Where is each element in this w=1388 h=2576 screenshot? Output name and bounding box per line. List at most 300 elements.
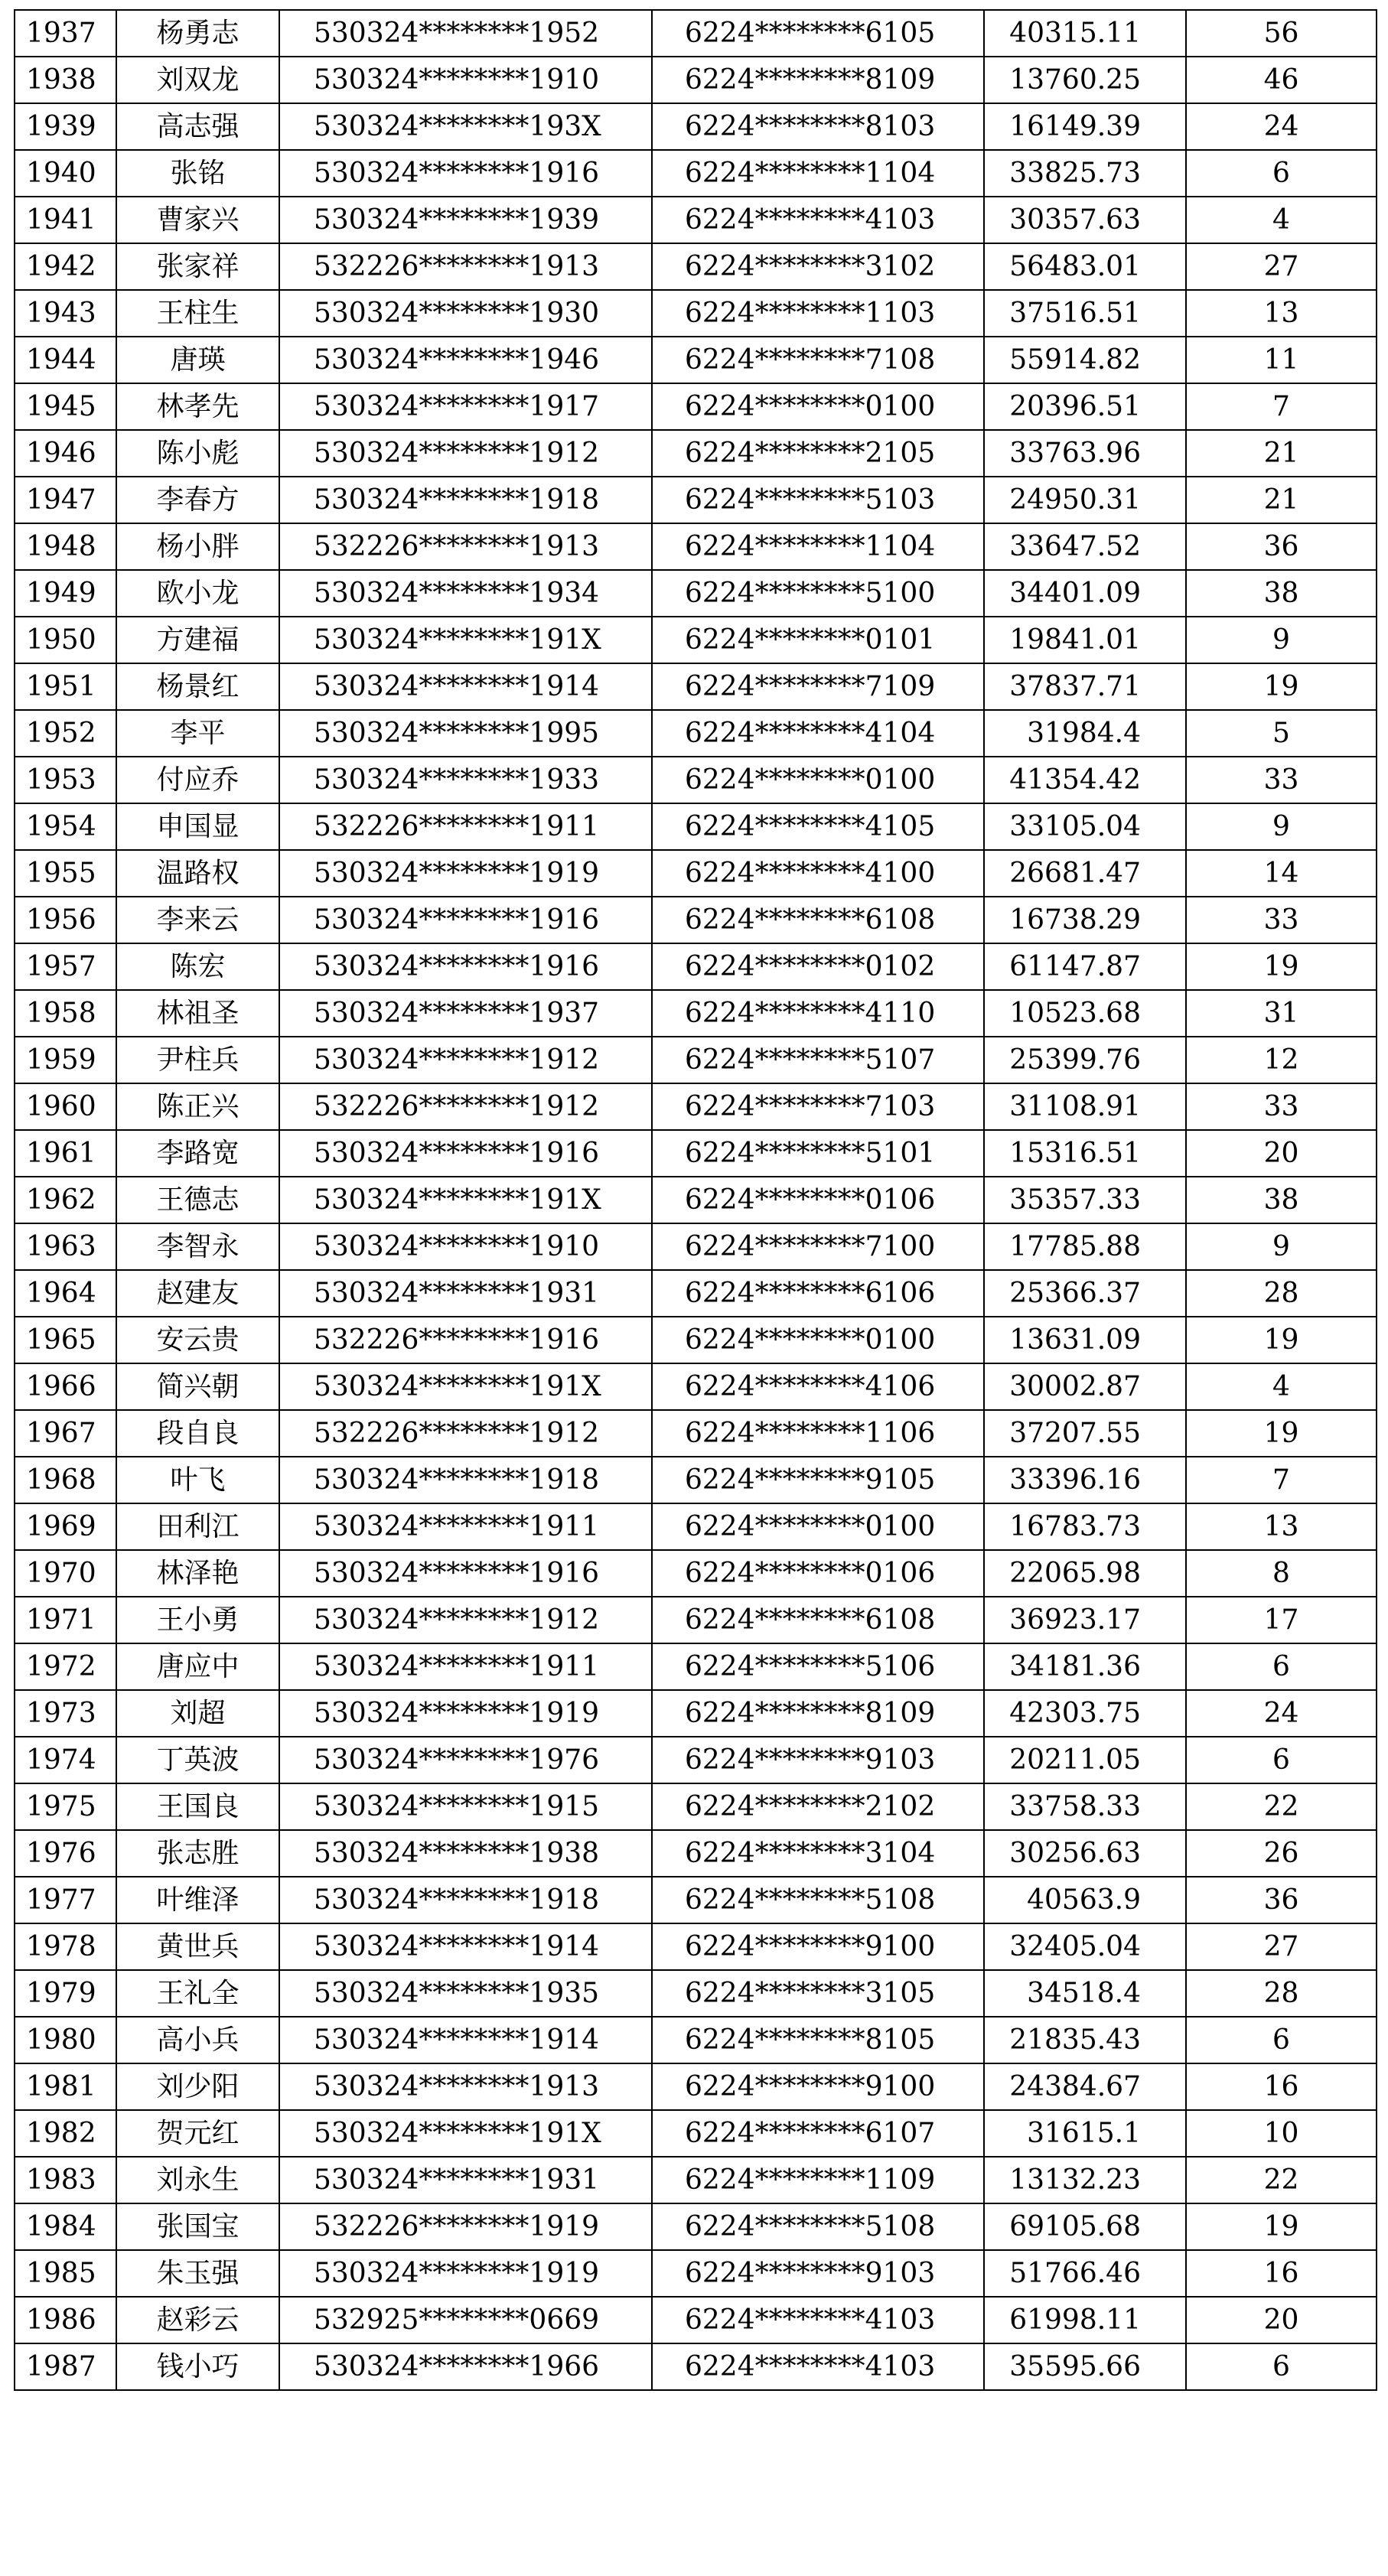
cell-amount: 33396.16 xyxy=(984,1457,1186,1503)
table-row xyxy=(15,1737,1377,1783)
cell-card: 6224********8109 xyxy=(652,1690,984,1737)
table-row xyxy=(15,2203,1377,2250)
cell-name: 陈小彪 xyxy=(116,430,279,477)
table-row xyxy=(15,2157,1377,2203)
cell-amount: 20396.51 xyxy=(984,383,1186,430)
cell-amount: 32405.04 xyxy=(984,1923,1186,1970)
cell-count: 24 xyxy=(1186,1690,1377,1737)
table-row xyxy=(15,1550,1377,1597)
table-row xyxy=(15,757,1377,803)
cell-card: 6224********0101 xyxy=(652,617,984,663)
cell-card: 6224********2105 xyxy=(652,430,984,477)
cell-name: 欧小龙 xyxy=(116,570,279,617)
table-row xyxy=(15,663,1377,710)
cell-count: 21 xyxy=(1186,477,1377,523)
cell-seq: 1958 xyxy=(15,990,116,1037)
cell-id: 530324********1930 xyxy=(279,290,652,337)
cell-id: 530324********1966 xyxy=(279,2343,652,2390)
cell-name: 陈正兴 xyxy=(116,1083,279,1130)
cell-card: 6224********5108 xyxy=(652,1877,984,1923)
cell-id: 530324********193X xyxy=(279,103,652,150)
cell-card: 6224********5100 xyxy=(652,570,984,617)
cell-id: 530324********1916 xyxy=(279,1130,652,1177)
cell-card: 6224********0106 xyxy=(652,1177,984,1223)
table-row xyxy=(15,1410,1377,1457)
cell-id: 532226********1912 xyxy=(279,1410,652,1457)
cell-count: 31 xyxy=(1186,990,1377,1037)
cell-name: 尹柱兵 xyxy=(116,1037,279,1083)
cell-card: 6224********7109 xyxy=(652,663,984,710)
cell-id: 530324********1931 xyxy=(279,1270,652,1317)
cell-id: 530324********1914 xyxy=(279,2017,652,2063)
cell-seq: 1967 xyxy=(15,1410,116,1457)
cell-count: 14 xyxy=(1186,850,1377,897)
cell-amount: 17785.88 xyxy=(984,1223,1186,1270)
table-row xyxy=(15,943,1377,990)
cell-card: 6224********1106 xyxy=(652,1410,984,1457)
cell-count: 13 xyxy=(1186,1503,1377,1550)
cell-amount: 34518.4 xyxy=(984,1970,1186,2017)
cell-id: 530324********191X xyxy=(279,2110,652,2157)
cell-name: 林泽艳 xyxy=(116,1550,279,1597)
cell-count: 9 xyxy=(1186,803,1377,850)
cell-card: 6224********4100 xyxy=(652,850,984,897)
cell-seq: 1953 xyxy=(15,757,116,803)
table-row xyxy=(15,803,1377,850)
cell-id: 530324********1912 xyxy=(279,1037,652,1083)
cell-count: 19 xyxy=(1186,943,1377,990)
cell-id: 530324********1918 xyxy=(279,1457,652,1503)
cell-seq: 1956 xyxy=(15,897,116,943)
table-row xyxy=(15,570,1377,617)
cell-name: 王小勇 xyxy=(116,1597,279,1643)
cell-amount: 55914.82 xyxy=(984,337,1186,383)
table-row xyxy=(15,1177,1377,1223)
cell-name: 陈宏 xyxy=(116,943,279,990)
cell-count: 13 xyxy=(1186,290,1377,337)
table-row xyxy=(15,1270,1377,1317)
cell-count: 16 xyxy=(1186,2063,1377,2110)
cell-id: 530324********1913 xyxy=(279,2063,652,2110)
table-row xyxy=(15,103,1377,150)
cell-seq: 1945 xyxy=(15,383,116,430)
cell-card: 6224********0100 xyxy=(652,1317,984,1363)
cell-card: 6224********6107 xyxy=(652,2110,984,2157)
cell-amount: 19841.01 xyxy=(984,617,1186,663)
cell-id: 530324********191X xyxy=(279,1177,652,1223)
cell-amount: 31108.91 xyxy=(984,1083,1186,1130)
cell-name: 刘少阳 xyxy=(116,2063,279,2110)
cell-id: 530324********1916 xyxy=(279,150,652,197)
cell-card: 6224********9100 xyxy=(652,2063,984,2110)
cell-name: 刘超 xyxy=(116,1690,279,1737)
table-row xyxy=(15,1877,1377,1923)
cell-id: 530324********1931 xyxy=(279,2157,652,2203)
cell-name: 丁英波 xyxy=(116,1737,279,1783)
cell-card: 6224********4104 xyxy=(652,710,984,757)
cell-card: 6224********3104 xyxy=(652,1830,984,1877)
cell-name: 钱小巧 xyxy=(116,2343,279,2390)
cell-name: 田利江 xyxy=(116,1503,279,1550)
cell-name: 李平 xyxy=(116,710,279,757)
cell-count: 11 xyxy=(1186,337,1377,383)
cell-seq: 1948 xyxy=(15,523,116,570)
table-row xyxy=(15,710,1377,757)
table-row xyxy=(15,383,1377,430)
cell-seq: 1987 xyxy=(15,2343,116,2390)
cell-amount: 69105.68 xyxy=(984,2203,1186,2250)
cell-name: 刘永生 xyxy=(116,2157,279,2203)
cell-seq: 1975 xyxy=(15,1783,116,1830)
cell-id: 530324********1934 xyxy=(279,570,652,617)
cell-count: 6 xyxy=(1186,1737,1377,1783)
cell-name: 叶飞 xyxy=(116,1457,279,1503)
table-row xyxy=(15,850,1377,897)
cell-name: 曹家兴 xyxy=(116,197,279,243)
cell-count: 10 xyxy=(1186,2110,1377,2157)
cell-card: 6224********8105 xyxy=(652,2017,984,2063)
cell-id: 532226********1913 xyxy=(279,523,652,570)
cell-card: 6224********3105 xyxy=(652,1970,984,2017)
cell-id: 532925********0669 xyxy=(279,2297,652,2343)
cell-name: 王柱生 xyxy=(116,290,279,337)
table-row xyxy=(15,477,1377,523)
table-row xyxy=(15,1457,1377,1503)
cell-id: 530324********1935 xyxy=(279,1970,652,2017)
cell-name: 贺元红 xyxy=(116,2110,279,2157)
cell-card: 6224********0100 xyxy=(652,1503,984,1550)
cell-count: 7 xyxy=(1186,383,1377,430)
cell-id: 530324********1919 xyxy=(279,2250,652,2297)
cell-name: 李春方 xyxy=(116,477,279,523)
cell-seq: 1978 xyxy=(15,1923,116,1970)
cell-amount: 33758.33 xyxy=(984,1783,1186,1830)
cell-seq: 1973 xyxy=(15,1690,116,1737)
cell-name: 叶维泽 xyxy=(116,1877,279,1923)
cell-seq: 1954 xyxy=(15,803,116,850)
table-body xyxy=(15,10,1377,2390)
table-row xyxy=(15,243,1377,290)
cell-count: 27 xyxy=(1186,243,1377,290)
cell-seq: 1943 xyxy=(15,290,116,337)
cell-card: 6224********0100 xyxy=(652,383,984,430)
cell-card: 6224********9103 xyxy=(652,1737,984,1783)
cell-seq: 1944 xyxy=(15,337,116,383)
cell-count: 46 xyxy=(1186,57,1377,103)
table-row xyxy=(15,290,1377,337)
cell-name: 杨小胖 xyxy=(116,523,279,570)
cell-seq: 1985 xyxy=(15,2250,116,2297)
cell-seq: 1951 xyxy=(15,663,116,710)
cell-seq: 1952 xyxy=(15,710,116,757)
cell-count: 4 xyxy=(1186,1363,1377,1410)
cell-amount: 40563.9 xyxy=(984,1877,1186,1923)
cell-seq: 1957 xyxy=(15,943,116,990)
cell-count: 22 xyxy=(1186,1783,1377,1830)
cell-name: 杨勇志 xyxy=(116,10,279,57)
cell-card: 6224********0102 xyxy=(652,943,984,990)
cell-name: 刘双龙 xyxy=(116,57,279,103)
cell-card: 6224********1109 xyxy=(652,2157,984,2203)
cell-card: 6224********4103 xyxy=(652,2297,984,2343)
cell-card: 6224********9103 xyxy=(652,2250,984,2297)
cell-seq: 1940 xyxy=(15,150,116,197)
cell-name: 杨景红 xyxy=(116,663,279,710)
cell-card: 6224********0100 xyxy=(652,757,984,803)
cell-seq: 1984 xyxy=(15,2203,116,2250)
cell-id: 532226********1912 xyxy=(279,1083,652,1130)
table-row xyxy=(15,2063,1377,2110)
cell-name: 李路宽 xyxy=(116,1130,279,1177)
cell-count: 5 xyxy=(1186,710,1377,757)
cell-name: 付应乔 xyxy=(116,757,279,803)
cell-amount: 15316.51 xyxy=(984,1130,1186,1177)
cell-id: 532226********1919 xyxy=(279,2203,652,2250)
cell-name: 唐瑛 xyxy=(116,337,279,383)
cell-amount: 24384.67 xyxy=(984,2063,1186,2110)
cell-amount: 22065.98 xyxy=(984,1550,1186,1597)
cell-card: 6224********4103 xyxy=(652,2343,984,2390)
cell-seq: 1980 xyxy=(15,2017,116,2063)
cell-name: 高小兵 xyxy=(116,2017,279,2063)
table-row xyxy=(15,1923,1377,1970)
cell-count: 33 xyxy=(1186,897,1377,943)
cell-id: 530324********1916 xyxy=(279,943,652,990)
cell-seq: 1970 xyxy=(15,1550,116,1597)
cell-amount: 33763.96 xyxy=(984,430,1186,477)
cell-card: 6224********8109 xyxy=(652,57,984,103)
cell-amount: 41354.42 xyxy=(984,757,1186,803)
cell-amount: 31615.1 xyxy=(984,2110,1186,2157)
table-row xyxy=(15,57,1377,103)
cell-id: 530324********1918 xyxy=(279,477,652,523)
cell-card: 6224********4105 xyxy=(652,803,984,850)
cell-id: 530324********1919 xyxy=(279,850,652,897)
cell-seq: 1950 xyxy=(15,617,116,663)
cell-count: 24 xyxy=(1186,103,1377,150)
cell-amount: 37516.51 xyxy=(984,290,1186,337)
cell-amount: 30256.63 xyxy=(984,1830,1186,1877)
cell-name: 张铭 xyxy=(116,150,279,197)
cell-card: 6224********6108 xyxy=(652,1597,984,1643)
cell-id: 530324********1914 xyxy=(279,1923,652,1970)
cell-seq: 1981 xyxy=(15,2063,116,2110)
cell-card: 6224********3102 xyxy=(652,243,984,290)
cell-name: 王德志 xyxy=(116,1177,279,1223)
cell-name: 唐应中 xyxy=(116,1643,279,1690)
cell-seq: 1941 xyxy=(15,197,116,243)
cell-amount: 20211.05 xyxy=(984,1737,1186,1783)
cell-name: 林孝先 xyxy=(116,383,279,430)
cell-amount: 30357.63 xyxy=(984,197,1186,243)
cell-seq: 1960 xyxy=(15,1083,116,1130)
table-row xyxy=(15,2297,1377,2343)
cell-name: 朱玉强 xyxy=(116,2250,279,2297)
cell-count: 9 xyxy=(1186,1223,1377,1270)
cell-card: 6224********4110 xyxy=(652,990,984,1037)
cell-count: 6 xyxy=(1186,2343,1377,2390)
cell-id: 530324********1995 xyxy=(279,710,652,757)
cell-count: 38 xyxy=(1186,570,1377,617)
cell-amount: 26681.47 xyxy=(984,850,1186,897)
cell-seq: 1949 xyxy=(15,570,116,617)
cell-seq: 1974 xyxy=(15,1737,116,1783)
cell-seq: 1963 xyxy=(15,1223,116,1270)
table-row xyxy=(15,1503,1377,1550)
cell-card: 6224********5107 xyxy=(652,1037,984,1083)
cell-amount: 61147.87 xyxy=(984,943,1186,990)
cell-count: 6 xyxy=(1186,2017,1377,2063)
cell-id: 530324********1918 xyxy=(279,1877,652,1923)
cell-amount: 51766.46 xyxy=(984,2250,1186,2297)
cell-amount: 33825.73 xyxy=(984,150,1186,197)
cell-card: 6224********1104 xyxy=(652,150,984,197)
table-row xyxy=(15,1970,1377,2017)
cell-count: 4 xyxy=(1186,197,1377,243)
cell-name: 温路权 xyxy=(116,850,279,897)
cell-card: 6224********1104 xyxy=(652,523,984,570)
cell-seq: 1968 xyxy=(15,1457,116,1503)
subsidy-table xyxy=(14,9,1377,2391)
table-row xyxy=(15,430,1377,477)
cell-card: 6224********2102 xyxy=(652,1783,984,1830)
cell-count: 36 xyxy=(1186,523,1377,570)
cell-amount: 25399.76 xyxy=(984,1037,1186,1083)
cell-id: 530324********1938 xyxy=(279,1830,652,1877)
cell-seq: 1962 xyxy=(15,1177,116,1223)
cell-amount: 30002.87 xyxy=(984,1363,1186,1410)
cell-amount: 13631.09 xyxy=(984,1317,1186,1363)
table-row xyxy=(15,2343,1377,2390)
cell-amount: 61998.11 xyxy=(984,2297,1186,2343)
cell-name: 王礼全 xyxy=(116,1970,279,2017)
cell-count: 20 xyxy=(1186,2297,1377,2343)
cell-card: 6224********4103 xyxy=(652,197,984,243)
cell-amount: 36923.17 xyxy=(984,1597,1186,1643)
cell-id: 532226********1911 xyxy=(279,803,652,850)
cell-id: 530324********1914 xyxy=(279,663,652,710)
cell-card: 6224********5106 xyxy=(652,1643,984,1690)
cell-amount: 35595.66 xyxy=(984,2343,1186,2390)
cell-seq: 1982 xyxy=(15,2110,116,2157)
cell-seq: 1938 xyxy=(15,57,116,103)
cell-id: 530324********1952 xyxy=(279,10,652,57)
cell-count: 28 xyxy=(1186,1970,1377,2017)
cell-seq: 1969 xyxy=(15,1503,116,1550)
cell-amount: 16783.73 xyxy=(984,1503,1186,1550)
cell-seq: 1947 xyxy=(15,477,116,523)
cell-amount: 40315.11 xyxy=(984,10,1186,57)
cell-id: 530324********191X xyxy=(279,1363,652,1410)
cell-id: 530324********1916 xyxy=(279,897,652,943)
cell-name: 张国宝 xyxy=(116,2203,279,2250)
table-row xyxy=(15,2110,1377,2157)
cell-card: 6224********6105 xyxy=(652,10,984,57)
cell-amount: 13132.23 xyxy=(984,2157,1186,2203)
table-row xyxy=(15,897,1377,943)
cell-count: 6 xyxy=(1186,150,1377,197)
cell-name: 申国显 xyxy=(116,803,279,850)
cell-name: 赵建友 xyxy=(116,1270,279,1317)
cell-count: 26 xyxy=(1186,1830,1377,1877)
cell-amount: 13760.25 xyxy=(984,57,1186,103)
cell-amount: 31984.4 xyxy=(984,710,1186,757)
cell-name: 段自良 xyxy=(116,1410,279,1457)
cell-card: 6224********7108 xyxy=(652,337,984,383)
cell-seq: 1977 xyxy=(15,1877,116,1923)
cell-id: 530324********1933 xyxy=(279,757,652,803)
table-row xyxy=(15,1830,1377,1877)
cell-seq: 1979 xyxy=(15,1970,116,2017)
cell-seq: 1942 xyxy=(15,243,116,290)
cell-count: 7 xyxy=(1186,1457,1377,1503)
cell-id: 530324********1910 xyxy=(279,1223,652,1270)
cell-name: 李智永 xyxy=(116,1223,279,1270)
cell-amount: 21835.43 xyxy=(984,2017,1186,2063)
cell-name: 张家祥 xyxy=(116,243,279,290)
cell-card: 6224********7100 xyxy=(652,1223,984,1270)
table-row xyxy=(15,1363,1377,1410)
cell-name: 张志胜 xyxy=(116,1830,279,1877)
table-row xyxy=(15,2250,1377,2297)
cell-name: 安云贵 xyxy=(116,1317,279,1363)
cell-count: 17 xyxy=(1186,1597,1377,1643)
cell-id: 530324********1939 xyxy=(279,197,652,243)
cell-seq: 1955 xyxy=(15,850,116,897)
cell-seq: 1946 xyxy=(15,430,116,477)
cell-id: 530324********1912 xyxy=(279,1597,652,1643)
cell-seq: 1961 xyxy=(15,1130,116,1177)
cell-card: 6224********9100 xyxy=(652,1923,984,1970)
cell-count: 27 xyxy=(1186,1923,1377,1970)
cell-id: 530324********1976 xyxy=(279,1737,652,1783)
cell-amount: 34401.09 xyxy=(984,570,1186,617)
cell-seq: 1939 xyxy=(15,103,116,150)
cell-count: 12 xyxy=(1186,1037,1377,1083)
cell-count: 21 xyxy=(1186,430,1377,477)
cell-amount: 33105.04 xyxy=(984,803,1186,850)
cell-name: 简兴朝 xyxy=(116,1363,279,1410)
cell-seq: 1937 xyxy=(15,10,116,57)
cell-seq: 1976 xyxy=(15,1830,116,1877)
table-row xyxy=(15,197,1377,243)
cell-name: 方建福 xyxy=(116,617,279,663)
cell-count: 6 xyxy=(1186,1643,1377,1690)
cell-seq: 1986 xyxy=(15,2297,116,2343)
table-row xyxy=(15,1130,1377,1177)
cell-amount: 33647.52 xyxy=(984,523,1186,570)
table-row xyxy=(15,2017,1377,2063)
cell-amount: 37837.71 xyxy=(984,663,1186,710)
cell-id: 530324********1919 xyxy=(279,1690,652,1737)
table-row xyxy=(15,1690,1377,1737)
cell-card: 6224********0106 xyxy=(652,1550,984,1597)
cell-amount: 10523.68 xyxy=(984,990,1186,1037)
cell-card: 6224********8103 xyxy=(652,103,984,150)
cell-amount: 16738.29 xyxy=(984,897,1186,943)
cell-id: 530324********1937 xyxy=(279,990,652,1037)
cell-id: 532226********1916 xyxy=(279,1317,652,1363)
cell-name: 黄世兵 xyxy=(116,1923,279,1970)
cell-card: 6224********4106 xyxy=(652,1363,984,1410)
cell-seq: 1972 xyxy=(15,1643,116,1690)
table-row xyxy=(15,150,1377,197)
table-row xyxy=(15,1223,1377,1270)
cell-name: 李来云 xyxy=(116,897,279,943)
cell-card: 6224********6108 xyxy=(652,897,984,943)
table-row xyxy=(15,1597,1377,1643)
cell-id: 530324********1915 xyxy=(279,1783,652,1830)
